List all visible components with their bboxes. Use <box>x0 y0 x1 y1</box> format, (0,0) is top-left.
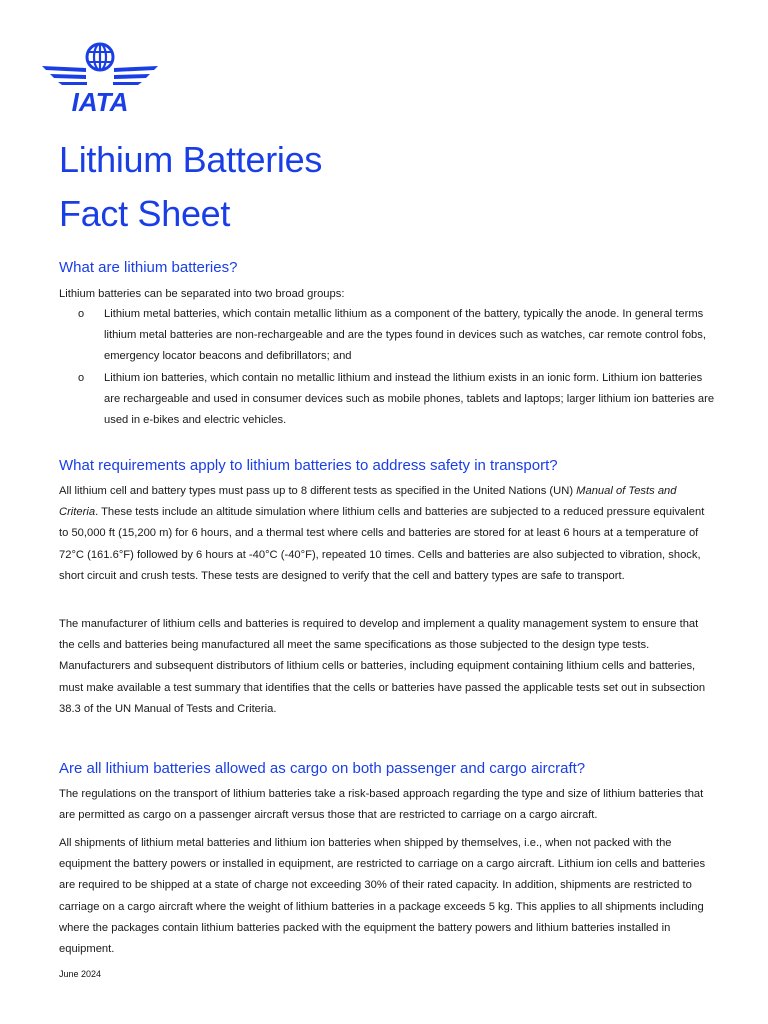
section-heading-cargo: Are all lithium batteries allowed as cargo on both passenger and cargo aircraft? <box>59 760 586 777</box>
iata-logo <box>40 40 160 114</box>
section3-paragraph-2: All shipments of lithium metal batteries and lithium ion batteries when shipped by themselves, i.e., when not packed with the equipment the battery powers or installed in equipment, are restricted to carriage on a cargo aircraft. Lithium ion cells and batteries are required to be shipped at a state of charge not exceeding 30% of their rated capacity. In addition, shipments are restricted to carriage on a cargo aircraft where the weight of lithium batteries in a package exceeds 5 kg. This applies to all shipments including where the packages contain lithium batteries packed with the equipment the battery powers and lithium batteries installed in equipment. <box>59 837 706 956</box>
bullet-marker: o <box>78 372 85 384</box>
bullet-lithium-ion: Lithium ion batteries, which contain no metallic lithium and instead the lithium exists in an ionic form. Lithium ion batteries are rechargeable and used in consumer devices such as mobile phones, tablets and laptops; larger lithium ion batteries are used in e-bikes and electric vehicles. <box>104 372 715 427</box>
footer-date: June 2024 <box>59 969 102 979</box>
section3-paragraph-1: The regulations on the transport of lithium batteries take a risk-based approach regarding the type and size of lithium batteries that are permitted as cargo on a passenger aircraft versus those that are restricted to carriage on a cargo aircraft. <box>59 788 704 822</box>
section2-paragraph-1: All lithium cell and battery types must pass up to 8 different tests as specified in the United Nations (UN) Manual of Tests and Criteria. These tests include an altitude simulation where lithium cells and batteries are subjected to a reduced pressure equivalent to 50,000 ft (15,200 m) for 6 hours, and a thermal test where cells and batteries are stored for at least 6 hours at a temperature of 72°C (161.6°F) followed by 6 hours at -40°C (-40°F), repeated 10 times. Cells and batteries are also subjected to vibration, shock, short circuit and crush tests. These tests are designed to verify that the cell and battery types are safe to transport. <box>59 485 705 582</box>
bullet-marker: o <box>78 308 85 320</box>
section-heading-requirements: What requirements apply to lithium batteries to address safety in transport? <box>59 457 558 474</box>
manual-title: Manual of Tests and Criteria <box>59 485 677 519</box>
logo-wordmark: IATA <box>71 87 129 114</box>
page-title: Lithium Batteries <box>59 139 323 180</box>
section-heading-what-are: What are lithium batteries? <box>59 259 238 276</box>
bullet-lithium-metal: Lithium metal batteries, which contain metallic lithium as a component of the battery, typically the anode. In general terms lithium metal batteries are non-rechargeable and are the types found in devices such as watches, car remote control fobs, emergency locator beacons and defibrillators; and <box>104 308 706 363</box>
page-subtitle: Fact Sheet <box>59 193 231 234</box>
section1-intro: Lithium batteries can be separated into two broad groups: <box>59 288 345 300</box>
section2-paragraph-2: The manufacturer of lithium cells and batteries is required to develop and implement a quality management system to ensure that the cells and batteries being manufactured all meet the same specifications as those subjected to the design type tests. Manufacturers and subsequent distributors of lithium cells or batteries, including equipment containing lithium cells and batteries, must make available a test summary that identifies that the cells or batteries have passed the applicable tests set out in subsection 38.3 of the UN Manual of Tests and Criteria. <box>59 618 706 715</box>
